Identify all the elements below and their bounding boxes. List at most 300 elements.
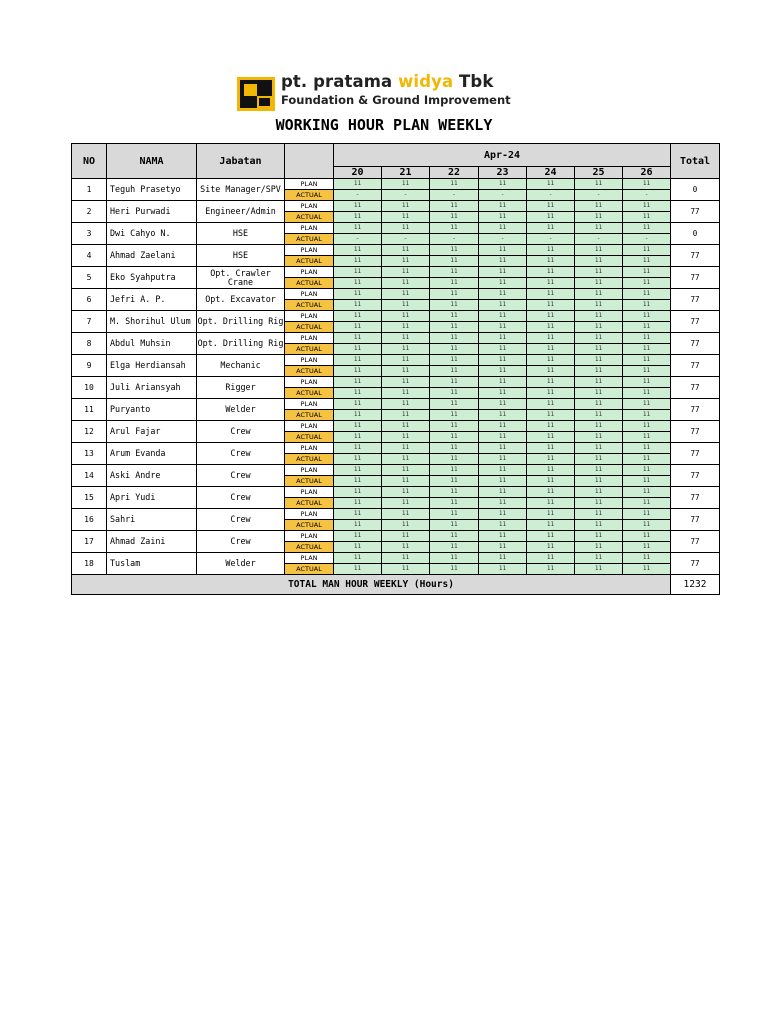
- plan-hours-cell: 11: [334, 179, 382, 190]
- plan-hours-cell: 11: [479, 179, 527, 190]
- actual-hours-cell: 11: [527, 542, 575, 553]
- actual-hours-cell: 11: [527, 564, 575, 575]
- plan-hours-cell: 11: [623, 245, 671, 256]
- plan-label: PLAN: [285, 553, 334, 564]
- actual-hours-cell: 11: [623, 366, 671, 377]
- plan-hours-cell: 11: [430, 355, 479, 366]
- actual-hours-cell: 11: [623, 410, 671, 421]
- actual-hours-cell: 11: [334, 432, 382, 443]
- employee-name: Apri Yudi: [107, 487, 197, 509]
- actual-hours-cell: 11: [527, 212, 575, 223]
- plan-label: PLAN: [285, 531, 334, 542]
- plan-hours-cell: 11: [430, 487, 479, 498]
- actual-hours-cell: 11: [479, 454, 527, 465]
- employee-name: Abdul Muhsin: [107, 333, 197, 355]
- grand-total: 1232: [671, 575, 720, 595]
- table-row: [72, 399, 720, 410]
- actual-hours-cell: -: [334, 234, 382, 245]
- plan-hours-cell: 11: [382, 201, 430, 212]
- plan-label: PLAN: [285, 421, 334, 432]
- actual-hours-cell: 11: [623, 454, 671, 465]
- table-row: [72, 487, 720, 498]
- actual-hours-cell: 11: [575, 476, 623, 487]
- plan-hours-cell: 11: [527, 201, 575, 212]
- plan-hours-cell: 11: [527, 333, 575, 344]
- plan-label: PLAN: [285, 465, 334, 476]
- actual-hours-cell: 11: [334, 212, 382, 223]
- table-row: [72, 553, 720, 564]
- row-number: 5: [72, 267, 107, 289]
- employee-position: HSE: [197, 245, 285, 267]
- plan-hours-cell: 11: [527, 399, 575, 410]
- plan-hours-cell: 11: [527, 531, 575, 542]
- company-tagline: Foundation & Ground Improvement: [281, 93, 511, 107]
- employee-position: Opt. Excavator: [197, 289, 285, 311]
- employee-position: Crew: [197, 465, 285, 487]
- actual-hours-cell: 11: [382, 344, 430, 355]
- actual-hours-cell: 11: [430, 322, 479, 333]
- plan-hours-cell: 11: [575, 179, 623, 190]
- actual-label: ACTUAL: [285, 520, 334, 531]
- footer-row: [72, 575, 720, 595]
- actual-hours-cell: 11: [527, 520, 575, 531]
- plan-hours-cell: 11: [430, 509, 479, 520]
- actual-hours-cell: 11: [334, 322, 382, 333]
- actual-hours-cell: 11: [479, 432, 527, 443]
- actual-hours-cell: -: [430, 190, 479, 201]
- plan-hours-cell: 11: [623, 179, 671, 190]
- employee-position: Opt. Drilling Rig: [197, 311, 285, 333]
- actual-label: ACTUAL: [285, 300, 334, 311]
- plan-hours-cell: 11: [479, 245, 527, 256]
- plan-hours-cell: 11: [382, 509, 430, 520]
- actual-hours-cell: 11: [430, 300, 479, 311]
- actual-hours-cell: 11: [527, 322, 575, 333]
- employee-position: HSE: [197, 223, 285, 245]
- day-header-24: 24: [527, 167, 575, 179]
- plan-hours-cell: 11: [334, 245, 382, 256]
- plan-hours-cell: 11: [479, 465, 527, 476]
- actual-hours-cell: 11: [430, 520, 479, 531]
- row-total: 77: [671, 377, 720, 399]
- actual-hours-cell: 11: [430, 388, 479, 399]
- plan-hours-cell: 11: [334, 421, 382, 432]
- employee-name: M. Shorihul Ulum: [107, 311, 197, 333]
- plan-hours-cell: 11: [479, 333, 527, 344]
- actual-hours-cell: 11: [479, 366, 527, 377]
- actual-hours-cell: 11: [382, 278, 430, 289]
- actual-hours-cell: 11: [334, 344, 382, 355]
- plan-hours-cell: 11: [575, 509, 623, 520]
- row-total: 77: [671, 289, 720, 311]
- actual-hours-cell: 11: [623, 432, 671, 443]
- actual-hours-cell: 11: [527, 476, 575, 487]
- actual-hours-cell: 11: [334, 454, 382, 465]
- employee-position: Opt. Drilling Rig: [197, 333, 285, 355]
- actual-hours-cell: 11: [623, 498, 671, 509]
- plan-hours-cell: 11: [623, 443, 671, 454]
- company-name-accent: widya: [398, 72, 454, 91]
- actual-hours-cell: 11: [382, 520, 430, 531]
- plan-hours-cell: 11: [382, 267, 430, 278]
- plan-hours-cell: 11: [382, 531, 430, 542]
- plan-hours-cell: 11: [527, 355, 575, 366]
- plan-hours-cell: 11: [334, 267, 382, 278]
- row-number: 3: [72, 223, 107, 245]
- row-number: 17: [72, 531, 107, 553]
- row-total: 77: [671, 267, 720, 289]
- employee-position: Mechanic: [197, 355, 285, 377]
- row-total: 77: [671, 443, 720, 465]
- row-number: 18: [72, 553, 107, 575]
- employee-position: Site Manager/SPV: [197, 179, 285, 201]
- actual-label: ACTUAL: [285, 212, 334, 223]
- actual-hours-cell: 11: [623, 212, 671, 223]
- plan-hours-cell: 11: [575, 421, 623, 432]
- plan-hours-cell: 11: [382, 355, 430, 366]
- actual-label: ACTUAL: [285, 410, 334, 421]
- actual-label: ACTUAL: [285, 234, 334, 245]
- plan-hours-cell: 11: [382, 443, 430, 454]
- plan-hours-cell: 11: [527, 443, 575, 454]
- actual-hours-cell: 11: [334, 366, 382, 377]
- plan-hours-cell: 11: [430, 245, 479, 256]
- plan-hours-cell: 11: [623, 465, 671, 476]
- employee-name: Teguh Prasetyo: [107, 179, 197, 201]
- actual-label: ACTUAL: [285, 454, 334, 465]
- employee-position: Welder: [197, 399, 285, 421]
- table-row: [72, 355, 720, 366]
- plan-hours-cell: 11: [527, 377, 575, 388]
- plan-hours-cell: 11: [575, 443, 623, 454]
- plan-hours-cell: 11: [430, 333, 479, 344]
- actual-hours-cell: 11: [430, 432, 479, 443]
- actual-hours-cell: 11: [623, 564, 671, 575]
- plan-hours-cell: 11: [575, 399, 623, 410]
- actual-hours-cell: 11: [479, 300, 527, 311]
- plan-hours-cell: 11: [479, 355, 527, 366]
- plan-hours-cell: 11: [334, 333, 382, 344]
- plan-hours-cell: 11: [430, 289, 479, 300]
- employee-position: Engineer/Admin: [197, 201, 285, 223]
- plan-hours-cell: 11: [527, 289, 575, 300]
- actual-hours-cell: 11: [382, 212, 430, 223]
- plan-hours-cell: 11: [430, 377, 479, 388]
- plan-hours-cell: 11: [623, 311, 671, 322]
- actual-hours-cell: 11: [382, 366, 430, 377]
- plan-hours-cell: 11: [382, 377, 430, 388]
- row-total: 77: [671, 421, 720, 443]
- plan-hours-cell: 11: [623, 289, 671, 300]
- plan-hours-cell: 11: [479, 377, 527, 388]
- col-header-type: [285, 144, 334, 179]
- plan-hours-cell: 11: [382, 487, 430, 498]
- table-body: [72, 179, 720, 575]
- plan-hours-cell: 11: [623, 333, 671, 344]
- row-total: 77: [671, 311, 720, 333]
- actual-hours-cell: -: [575, 190, 623, 201]
- company-name: [281, 72, 493, 91]
- actual-hours-cell: 11: [575, 498, 623, 509]
- table-row: [72, 223, 720, 234]
- actual-label: ACTUAL: [285, 432, 334, 443]
- plan-hours-cell: 11: [479, 223, 527, 234]
- actual-hours-cell: 11: [575, 542, 623, 553]
- actual-hours-cell: 11: [575, 366, 623, 377]
- plan-hours-cell: 11: [479, 201, 527, 212]
- actual-hours-cell: 11: [479, 278, 527, 289]
- plan-hours-cell: 11: [479, 443, 527, 454]
- plan-hours-cell: 11: [527, 311, 575, 322]
- employee-name: Ahmad Zaini: [107, 531, 197, 553]
- plan-label: PLAN: [285, 333, 334, 344]
- total-man-hour-label: TOTAL MAN HOUR WEEKLY (Hours): [72, 575, 671, 595]
- table-row: [72, 377, 720, 388]
- actual-hours-cell: -: [382, 234, 430, 245]
- employee-position: Opt. Crawler Crane: [197, 267, 285, 289]
- actual-hours-cell: 11: [479, 212, 527, 223]
- plan-hours-cell: 11: [430, 553, 479, 564]
- actual-hours-cell: 11: [430, 212, 479, 223]
- plan-hours-cell: 11: [334, 509, 382, 520]
- day-header-23: 23: [479, 167, 527, 179]
- actual-hours-cell: -: [479, 190, 527, 201]
- plan-hours-cell: 11: [623, 355, 671, 366]
- employee-name: Aski Andre: [107, 465, 197, 487]
- plan-label: PLAN: [285, 201, 334, 212]
- actual-hours-cell: 11: [334, 542, 382, 553]
- actual-hours-cell: 11: [623, 256, 671, 267]
- table-row: [72, 465, 720, 476]
- plan-hours-cell: 11: [334, 443, 382, 454]
- plan-hours-cell: 11: [623, 267, 671, 278]
- actual-hours-cell: 11: [623, 476, 671, 487]
- actual-hours-cell: 11: [575, 212, 623, 223]
- row-total: 77: [671, 201, 720, 223]
- row-number: 7: [72, 311, 107, 333]
- actual-hours-cell: 11: [575, 520, 623, 531]
- employee-position: Crew: [197, 487, 285, 509]
- employee-name: Puryanto: [107, 399, 197, 421]
- plan-hours-cell: 11: [623, 487, 671, 498]
- actual-hours-cell: 11: [479, 322, 527, 333]
- actual-hours-cell: 11: [382, 322, 430, 333]
- plan-hours-cell: 11: [527, 179, 575, 190]
- actual-hours-cell: 11: [479, 498, 527, 509]
- row-total: 77: [671, 245, 720, 267]
- plan-hours-cell: 11: [382, 553, 430, 564]
- actual-hours-cell: 11: [527, 410, 575, 421]
- company-name-suffix: Tbk: [453, 72, 494, 91]
- col-header-total: Total: [671, 144, 720, 179]
- plan-hours-cell: 11: [334, 223, 382, 234]
- row-number: 12: [72, 421, 107, 443]
- plan-label: PLAN: [285, 487, 334, 498]
- table-row: [72, 443, 720, 454]
- plan-hours-cell: 11: [382, 223, 430, 234]
- plan-hours-cell: 11: [334, 399, 382, 410]
- day-header-26: 26: [623, 167, 671, 179]
- actual-hours-cell: 11: [382, 454, 430, 465]
- actual-label: ACTUAL: [285, 498, 334, 509]
- actual-hours-cell: 11: [334, 476, 382, 487]
- row-total: 77: [671, 487, 720, 509]
- plan-hours-cell: 11: [575, 201, 623, 212]
- actual-hours-cell: 11: [382, 542, 430, 553]
- plan-hours-cell: 11: [382, 421, 430, 432]
- plan-hours-cell: 11: [479, 289, 527, 300]
- header-row: [72, 144, 720, 167]
- actual-hours-cell: 11: [623, 278, 671, 289]
- plan-hours-cell: 11: [527, 421, 575, 432]
- actual-hours-cell: 11: [575, 344, 623, 355]
- plan-hours-cell: 11: [623, 553, 671, 564]
- row-number: 1: [72, 179, 107, 201]
- employee-position: Crew: [197, 531, 285, 553]
- plan-hours-cell: 11: [623, 399, 671, 410]
- employee-name: Dwi Cahyo N.: [107, 223, 197, 245]
- plan-hours-cell: 11: [623, 421, 671, 432]
- actual-hours-cell: 11: [430, 256, 479, 267]
- actual-hours-cell: 11: [575, 322, 623, 333]
- row-number: 2: [72, 201, 107, 223]
- plan-hours-cell: 11: [382, 333, 430, 344]
- actual-hours-cell: 11: [382, 564, 430, 575]
- plan-hours-cell: 11: [623, 223, 671, 234]
- actual-hours-cell: 11: [527, 300, 575, 311]
- employee-position: Crew: [197, 443, 285, 465]
- plan-hours-cell: 11: [430, 201, 479, 212]
- actual-label: ACTUAL: [285, 256, 334, 267]
- actual-hours-cell: 11: [527, 366, 575, 377]
- actual-hours-cell: 11: [527, 454, 575, 465]
- actual-label: ACTUAL: [285, 366, 334, 377]
- plan-hours-cell: 11: [382, 311, 430, 322]
- actual-hours-cell: -: [623, 234, 671, 245]
- plan-hours-cell: 11: [334, 355, 382, 366]
- actual-hours-cell: 11: [382, 410, 430, 421]
- plan-label: PLAN: [285, 245, 334, 256]
- row-total: 0: [671, 179, 720, 201]
- actual-hours-cell: 11: [479, 256, 527, 267]
- plan-label: PLAN: [285, 223, 334, 234]
- actual-hours-cell: 11: [575, 432, 623, 443]
- actual-hours-cell: 11: [430, 476, 479, 487]
- actual-label: ACTUAL: [285, 388, 334, 399]
- actual-hours-cell: 11: [575, 454, 623, 465]
- actual-hours-cell: 11: [575, 256, 623, 267]
- row-number: 9: [72, 355, 107, 377]
- plan-label: PLAN: [285, 509, 334, 520]
- plan-hours-cell: 11: [479, 267, 527, 278]
- plan-hours-cell: 11: [430, 179, 479, 190]
- plan-hours-cell: 11: [430, 311, 479, 322]
- actual-hours-cell: 11: [334, 520, 382, 531]
- plan-hours-cell: 11: [430, 531, 479, 542]
- actual-hours-cell: 11: [334, 388, 382, 399]
- actual-hours-cell: -: [527, 190, 575, 201]
- actual-hours-cell: 11: [623, 388, 671, 399]
- actual-hours-cell: 11: [430, 366, 479, 377]
- actual-hours-cell: 11: [575, 388, 623, 399]
- row-number: 16: [72, 509, 107, 531]
- actual-hours-cell: 11: [334, 300, 382, 311]
- col-header-nama: NAMA: [107, 144, 197, 179]
- employee-name: Eko Syahputra: [107, 267, 197, 289]
- actual-hours-cell: 11: [334, 564, 382, 575]
- table-row: [72, 201, 720, 212]
- plan-hours-cell: 11: [334, 531, 382, 542]
- plan-hours-cell: 11: [527, 509, 575, 520]
- table-row: [72, 179, 720, 190]
- plan-hours-cell: 11: [382, 399, 430, 410]
- actual-hours-cell: 11: [527, 498, 575, 509]
- plan-hours-cell: 11: [479, 421, 527, 432]
- col-header-month: Apr-24: [334, 144, 671, 167]
- plan-hours-cell: 11: [623, 509, 671, 520]
- actual-hours-cell: 11: [479, 520, 527, 531]
- plan-hours-cell: 11: [382, 465, 430, 476]
- plan-hours-cell: 11: [527, 487, 575, 498]
- plan-hours-cell: 11: [575, 289, 623, 300]
- plan-label: PLAN: [285, 355, 334, 366]
- actual-hours-cell: 11: [430, 454, 479, 465]
- plan-label: PLAN: [285, 377, 334, 388]
- employee-name: Tuslam: [107, 553, 197, 575]
- plan-hours-cell: 11: [430, 399, 479, 410]
- actual-hours-cell: -: [623, 190, 671, 201]
- plan-hours-cell: 11: [527, 465, 575, 476]
- employee-name: Jefri A. P.: [107, 289, 197, 311]
- day-header-20: 20: [334, 167, 382, 179]
- page-title: WORKING HOUR PLAN WEEKLY: [275, 116, 493, 134]
- actual-hours-cell: 11: [430, 344, 479, 355]
- actual-hours-cell: -: [334, 190, 382, 201]
- actual-hours-cell: 11: [527, 344, 575, 355]
- day-header-25: 25: [575, 167, 623, 179]
- col-header-no: NO: [72, 144, 107, 179]
- actual-label: ACTUAL: [285, 344, 334, 355]
- employee-name: Elga Herdiansah: [107, 355, 197, 377]
- actual-hours-cell: -: [527, 234, 575, 245]
- plan-hours-cell: 11: [334, 311, 382, 322]
- plan-label: PLAN: [285, 311, 334, 322]
- employee-position: Rigger: [197, 377, 285, 399]
- plan-label: PLAN: [285, 267, 334, 278]
- table-row: [72, 333, 720, 344]
- plan-hours-cell: 11: [430, 421, 479, 432]
- actual-hours-cell: 11: [527, 256, 575, 267]
- plan-label: PLAN: [285, 443, 334, 454]
- employee-name: Sahri: [107, 509, 197, 531]
- row-number: 15: [72, 487, 107, 509]
- plan-hours-cell: 11: [479, 553, 527, 564]
- row-total: 77: [671, 509, 720, 531]
- plan-hours-cell: 11: [575, 311, 623, 322]
- actual-hours-cell: 11: [382, 498, 430, 509]
- plan-hours-cell: 11: [479, 399, 527, 410]
- actual-hours-cell: 11: [623, 322, 671, 333]
- plan-hours-cell: 11: [430, 443, 479, 454]
- plan-hours-cell: 11: [575, 245, 623, 256]
- actual-hours-cell: 11: [479, 344, 527, 355]
- plan-hours-cell: 11: [527, 223, 575, 234]
- actual-hours-cell: 11: [527, 432, 575, 443]
- table-row: [72, 245, 720, 256]
- plan-hours-cell: 11: [623, 201, 671, 212]
- table-row: [72, 311, 720, 322]
- plan-hours-cell: 11: [334, 487, 382, 498]
